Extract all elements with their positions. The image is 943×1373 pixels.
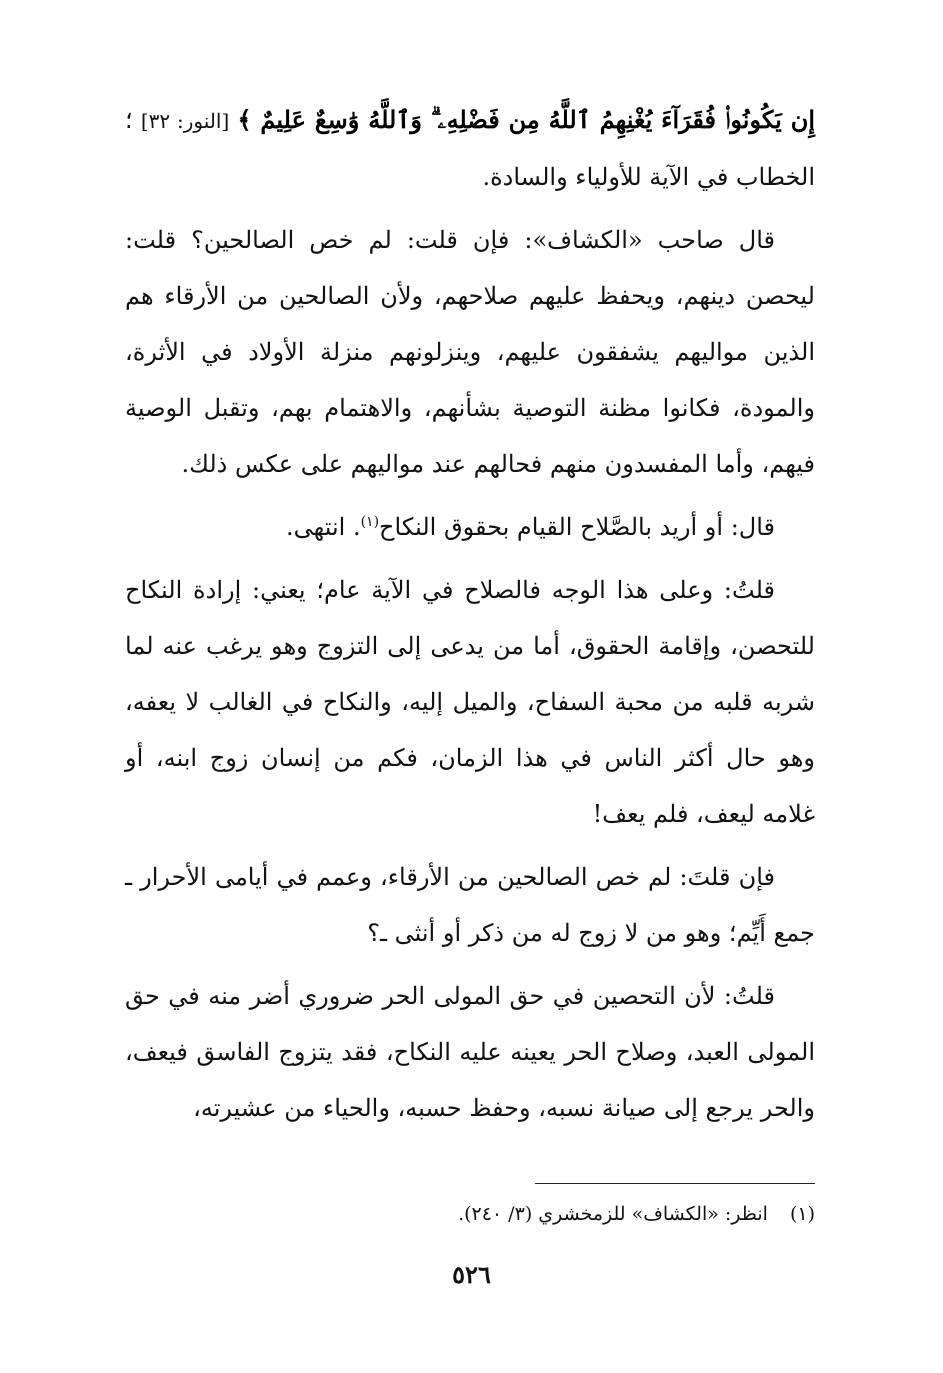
quran-verse: إِن يَكُونُوا۟ فُقَرَآءَ يُغْنِهِمُ ٱللَّهُ مِن فَضْلِهِۦ ۗ وَٱللَّهُ وَٰسِعٌ عَلِيمٌ ﴾	[237, 105, 815, 134]
author-comment-paragraph: قلتُ: وعلى هذا الوجه فالصلاح في الآية عام؛ يعني: إرادة النكاح للتحصن، وإقامة الحقوق، أما من يدعى إلى التزوج وهو يرغب عنه لما شربه قلبه من محبة السفاح، والميل إليه، والنكاح في الغالب لا يعفه، وهو حال أكثر الناس في هذا الزمان، فكم من إنسان زوج ابنه، أو غلامه ليعف، فلم يعف!	[125, 576, 815, 828]
verse-commentary: ؛ الخطاب في الآية للأولياء والسادة.	[125, 106, 815, 191]
footnote	[125, 1198, 815, 1230]
kashshaf-conclusion-paragraph	[125, 499, 815, 555]
verse-reference: [النور: ٣٢]	[140, 109, 230, 133]
footnote-text: انظر: «الكشاف» للزمخشري (٣/ ٢٤٠).	[458, 1203, 768, 1225]
footnote-divider	[535, 1183, 815, 1184]
footnote-number: (١)	[789, 1203, 815, 1225]
verse-paragraph	[125, 92, 815, 205]
conclusion-end: . انتهى.	[286, 513, 361, 541]
kashshaf-quote-paragraph: قال صاحب «الكشاف»: فإن قلت: لم خص الصالحين؟ قلت: ليحصن دينهم، ويحفظ عليهم صلاحهم، ولأن الصالحين من الأرقاء هم الذين مواليهم يشفقون عليهم، وينزلونهم منزلة الأولاد في الأثرة، والمودة، فكانوا مظنة التوصية بشأنهم، والاهتمام بهم، وتقبل الوصية فيهم، وأما المفسدون منهم فحالهم عند مواليهم على عكس ذلك.	[125, 226, 815, 478]
page-number: ٥٢٦	[452, 1260, 491, 1289]
footnote-marker: (١)	[360, 514, 380, 530]
conclusion-text: قال: أو أريد بالصَّلاح القيام بحقوق النكاح	[379, 513, 775, 541]
question-paragraph: فإن قلتَ: لم خص الصالحين من الأرقاء، وعمم في أيامى الأحرار ـ جمع أَيِّم؛ وهو من لا زوج له من ذكر أو أنثى ـ؟	[125, 863, 815, 947]
main-text	[125, 92, 815, 1143]
answer-paragraph: قلتُ: لأن التحصين في حق المولى الحر ضروري أضر منه في حق المولى العبد، وصلاح الحر يعينه عليه النكاح، فقد يتزوج الفاسق فيعف، والحر يرجع إلى صيانة نسبه، وحفظ حسبه، والحياء من عشيرته،	[125, 982, 815, 1122]
